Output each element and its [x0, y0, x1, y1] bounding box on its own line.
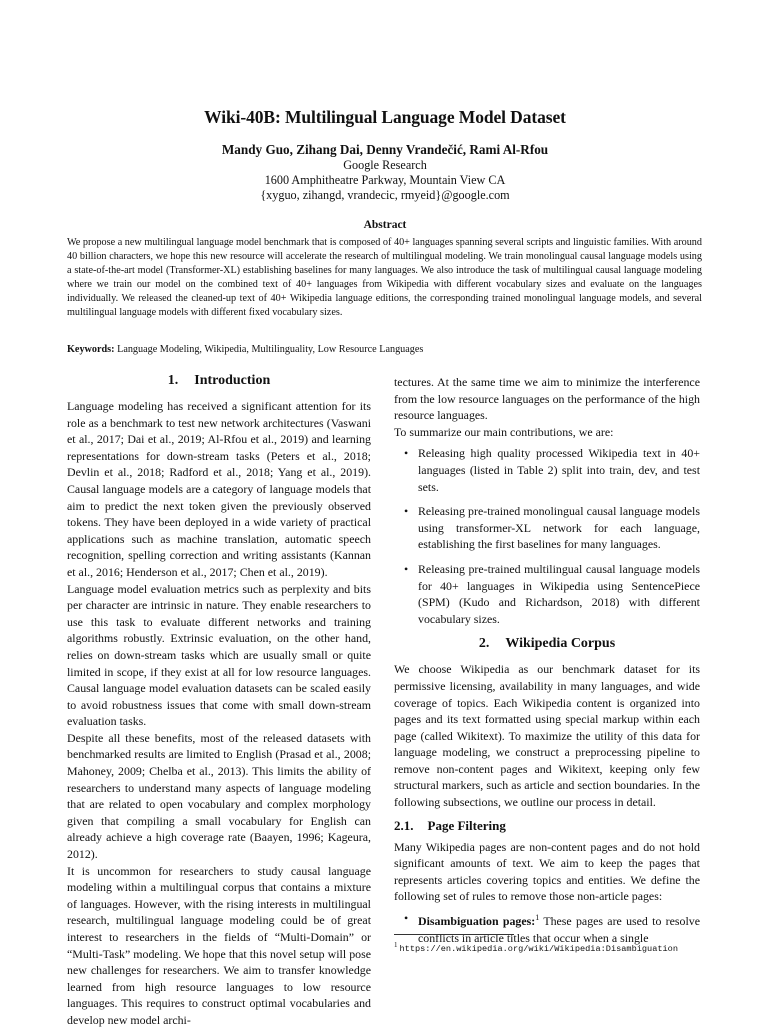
abstract-heading: Abstract	[363, 219, 407, 231]
list-item: • Releasing pre-trained monolingual causal language models using transformer-XL network for each language, establishing the first baselines for many languages.	[404, 504, 700, 552]
bullet-icon: •	[404, 446, 409, 461]
author-list: Mandy Guo, Zihang Dai, Denny Vrandečić, Rami Al-Rfou	[221, 142, 549, 157]
section-number: 1.	[167, 373, 179, 388]
right-column	[394, 374, 700, 954]
subsection-heading-page-filtering	[394, 817, 700, 835]
contributions-intro: To summarize our main contributions, we are:	[394, 424, 614, 439]
bullet-icon: •	[404, 504, 409, 519]
keywords	[67, 343, 707, 357]
left-column	[67, 372, 371, 1029]
section-title: Wikipedia Corpus	[505, 636, 616, 652]
abstract-text: We propose a new multilingual language model benchmark that is composed of 40+ languages spanning several scripts and linguistic families. With around 40 billion characters, we hope this new resource will accelerate the research of multilingual modeling. We train monolingual causal language models using a state-of-the-art model (Transformer-XL) establishing baselines for many languages. We also introduce the task of multilingual causal language modeling where we train our model on the combined text of 40+ languages from Wikipedia with different vocabulary sizes and evaluate on the languages individually. We released the cleaned-up text of 40+ Wikipedia language editions, the corresponding trained monolingual language models, and several multilingual language models with different fixed vocabulary sizes.	[67, 237, 702, 319]
list-item: • Releasing high quality processed Wikipedia text in 40+ languages (listed in Table 2) split into train, dev, and test sets.	[404, 446, 700, 494]
bullet-icon: •	[404, 561, 409, 576]
section-title: Introduction	[194, 373, 271, 388]
keywords-text: Language Modeling, Wikipedia, Multilinguality, Low Resource Languages	[117, 344, 424, 355]
list-item: • Releasing pre-trained multilingual causal language models for 40+ languages in Wikipedia using SentencePiece (SPM) (Kudo and Richardson, 2018) with different vocabulary sizes.	[404, 561, 700, 626]
rule-text: These pages are used to resolve conflicts in article titles that occur when a single	[418, 914, 700, 945]
rule-label: Disambiguation pages:	[418, 914, 536, 928]
affiliation-org: Google Research	[343, 158, 427, 172]
section-heading-wikipedia-corpus	[394, 635, 700, 653]
bullet-icon: •	[404, 911, 409, 926]
section-heading-introduction	[67, 372, 371, 390]
page-filtering-paragraph: Many Wikipedia pages are non-content pages and do not hold significant amounts of text. We aim to keep the pages that represents articles covering topics and entities. We define the following set of rules to remove those non-article pages:	[394, 839, 700, 904]
author-emails: {xyguo, zihangd, vrandecic, rmyeid}@google.com	[260, 188, 510, 202]
contributions-list	[394, 445, 700, 627]
footnote-mark: 1	[535, 913, 540, 923]
intro-paragraph-4: It is uncommon for researchers to study causal language modeling within a multilingual corpus that contains a mixture of languages. However, with the rising interests in multilingual research, multilingual language modeling could be of great interest to researchers in the fields of “Multi-Domain” or “Multi-Task” modeling. We hope that this novel setup will pose new challenges for researchers. We aim to transfer knowledge learned from high resource languages to low resource languages. This requires to construct optimal vocabularies and develop new model archi-	[67, 863, 371, 1027]
corpus-paragraph: We choose Wikipedia as our benchmark dataset for its permissive licensing, availability in many languages, and wide coverage of topics. Each Wikipedia content is organized into pages and its text formatted using special markup within each page (called Wikitext). To maximize the utility of this data for language modeling, we construct a preprocessing pipeline to remove non-content pages and Wikitext, keeping only few structural markers, such as article and section boundaries. In the following subsections, we outline our process in detail.	[394, 662, 700, 810]
section-number: 2.	[478, 636, 490, 652]
keywords-label: Keywords:	[67, 344, 115, 355]
intro-paragraph-3: Despite all these benefits, most of the released datasets with benchmarked results are limited to English (Prasad et al., 2008; Mahoney, 2009; Chelba et al., 2013). This limits the ability of researchers to understand many aspects of language modeling that are related to open vocabulary and complex morphology given that compiling a small vocabulary for English can already achieve a high coverage rate (Baayen, 1996; Kageura, 2012).	[67, 730, 371, 862]
subsection-number: 2.1.	[394, 817, 414, 833]
intro-continuation: tectures. At the same time we aim to minimize the interference from the low resource languages on the performance of the high resource languages.	[394, 375, 700, 423]
footnote-url[interactable]: https://en.wikipedia.org/wiki/Wikipedia:Disambiguation	[399, 943, 678, 954]
subsection-title: Page Filtering	[427, 817, 506, 833]
footnote-number: 1	[394, 941, 398, 949]
affiliation-address: 1600 Amphitheatre Parkway, Mountain View CA	[264, 173, 506, 187]
intro-paragraph-2: Language model evaluation metrics such as perplexity and bits per character are intrinsic in nature. They enable researchers to use this task to evaluate different networks and training algorithms robustly. Extrinsic evaluation, on the other hand, relies on down-stream tasks which are usually small or quite limited in scope, if they exist at all for low resource languages. Causal language model evaluation datasets can be scaled easily to avoid robustness issues that come with small down-stream evaluation tasks.	[67, 581, 371, 729]
footnote-divider	[394, 934, 514, 935]
paper-title: Wiki-40B: Multilingual Language Model Dataset	[204, 107, 566, 127]
intro-paragraph-1: Language modeling has received a significant attention for its role as a benchmark to test new network architectures (Vaswani et al., 2017; Dai et al., 2019; Al-Rfou et al., 2019) and learning representations for down-stream tasks (Peters et al., 2018; Devlin et al., 2018; Radford et al., 2018; Yang et al., 2019). Causal language models are a category of language models that aim to predict the next token given the previously observed tokens. They have been deployed in a wide variety of practical applications such as machine translation, automatic speech recognition, spelling correction and writing assistants (Kannan et al., 2016; Henderson et al., 2017; Chen et al., 2019).	[67, 399, 371, 579]
footnote	[394, 939, 700, 955]
